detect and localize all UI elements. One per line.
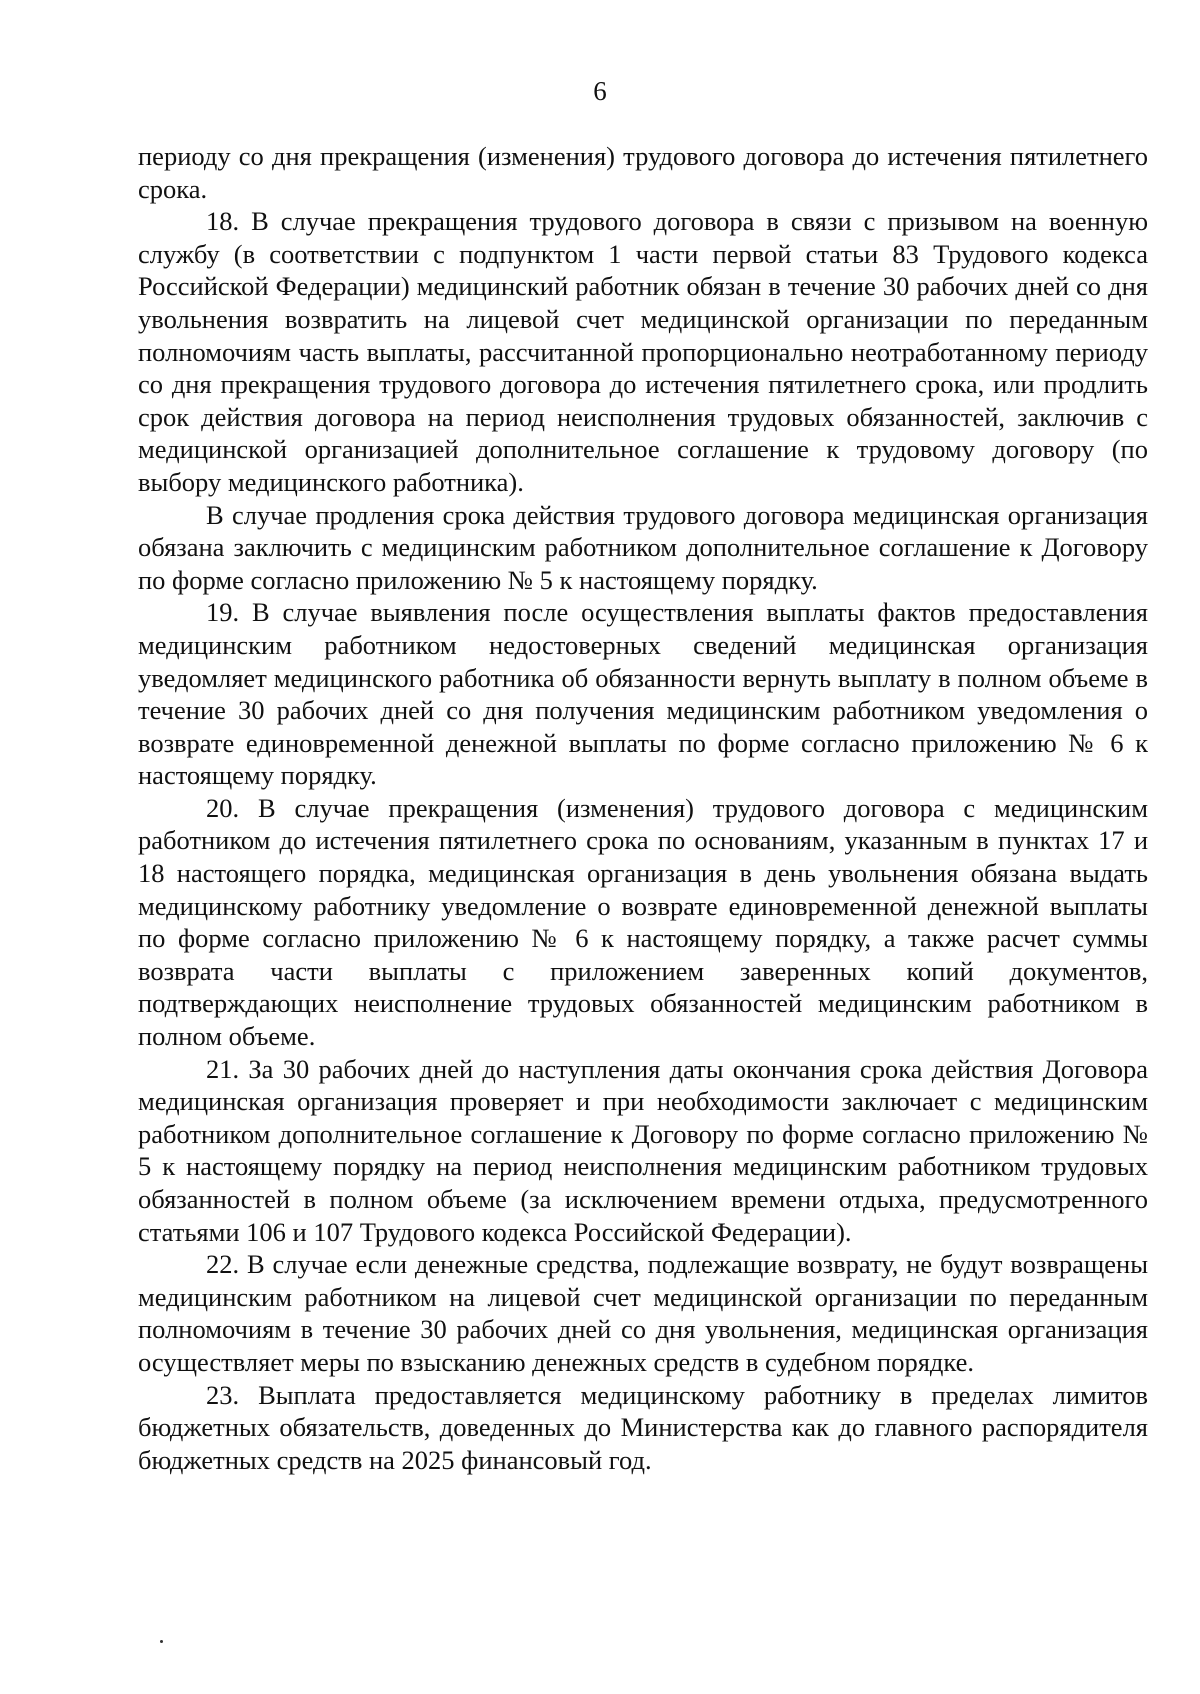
paragraph-item-20: 20. В случае прекращения (изменения) трудового договора с медицинским работником до истечения пятилетнего срока по основаниям, указанным в пунктах 17 и 18 настоящего порядка, медицинская организация в день увольнения обязана выдать медицинскому работнику уведомление о возврате единовременной денежной выплаты по форме согласно приложению № 6 к настоящему порядку, а также расчет суммы возврата части выплаты с приложением заверенных копий документов, подтверждающих неисполнение трудовых обязанностей медицинским работником в полном объеме.: [138, 792, 1148, 1052]
paragraph-item-19: 19. В случае выявления после осуществления выплаты фактов предоставления медицинским работником недостоверных сведений медицинская организация уведомляет медицинского работника об обязанности вернуть выплату в полном объеме в течение 30 рабочих дней со дня получения медицинским работником уведомления о возврате единовременной денежной выплаты по форме согласно приложению № 6 к настоящему порядку.: [138, 597, 1148, 791]
paragraph-item-21: 21. За 30 рабочих дней до наступления даты окончания срока действия Договора медицинская организация проверяет и при необходимости заключает с медицинским работником дополнительное соглашение к Договору по форме согласно приложению № 5 к настоящему порядку на период неисполнения медицинским работником трудовых обязанностей в полном объеме (за исключением времени отдыха, предусмотренного статьями 106 и 107 Трудового кодекса Российской Федерации).: [138, 1053, 1148, 1247]
paragraph-continuation: периоду со дня прекращения (изменения) трудового договора до истечения пятилетнего срока.: [138, 141, 1148, 204]
paragraph-item-18: 18. В случае прекращения трудового договора в связи с призывом на военную службу (в соответствии с подпунктом 1 части первой статьи 83 Трудового кодекса Российской Федерации) медицинский работник обязан в течение 30 рабочих дней со дня увольнения возвратить на лицевой счет медицинской организации по переданным полномочиям часть выплаты, рассчитанной пропорционально неотработанному периоду со дня прекращения трудового договора до истечения пятилетнего срока, или продлить срок действия договора на период неисполнения трудовых обязанностей, заключив с медицинской организацией дополнительное соглашение к трудовому договору (по выбору медицинского работника).: [138, 206, 1148, 497]
scan-artifact-dot: [160, 1640, 163, 1643]
paragraph-item-22: 22. В случае если денежные средства, подлежащие возврату, не будут возвращены медицинским работником на лицевой счет медицинской организации по переданным полномочиям в течение 30 рабочих дней со дня увольнения, медицинская организация осуществляет меры по взысканию денежных средств в судебном порядке.: [138, 1249, 1148, 1377]
document-body: [138, 140, 1148, 1476]
paragraph-extension: В случае продления срока действия трудового договора медицинская организация обязана заключить с медицинским работником дополнительное соглашение к Договору по форме согласно приложению № 5 к настоящему порядку.: [138, 499, 1148, 595]
page-number: 6: [593, 76, 607, 106]
paragraph-item-23: 23. Выплата предоставляется медицинскому работнику в пределах лимитов бюджетных обязательств, доведенных до Министерства как до главного распорядителя бюджетных средств на 2025 финансовый год.: [138, 1379, 1148, 1475]
